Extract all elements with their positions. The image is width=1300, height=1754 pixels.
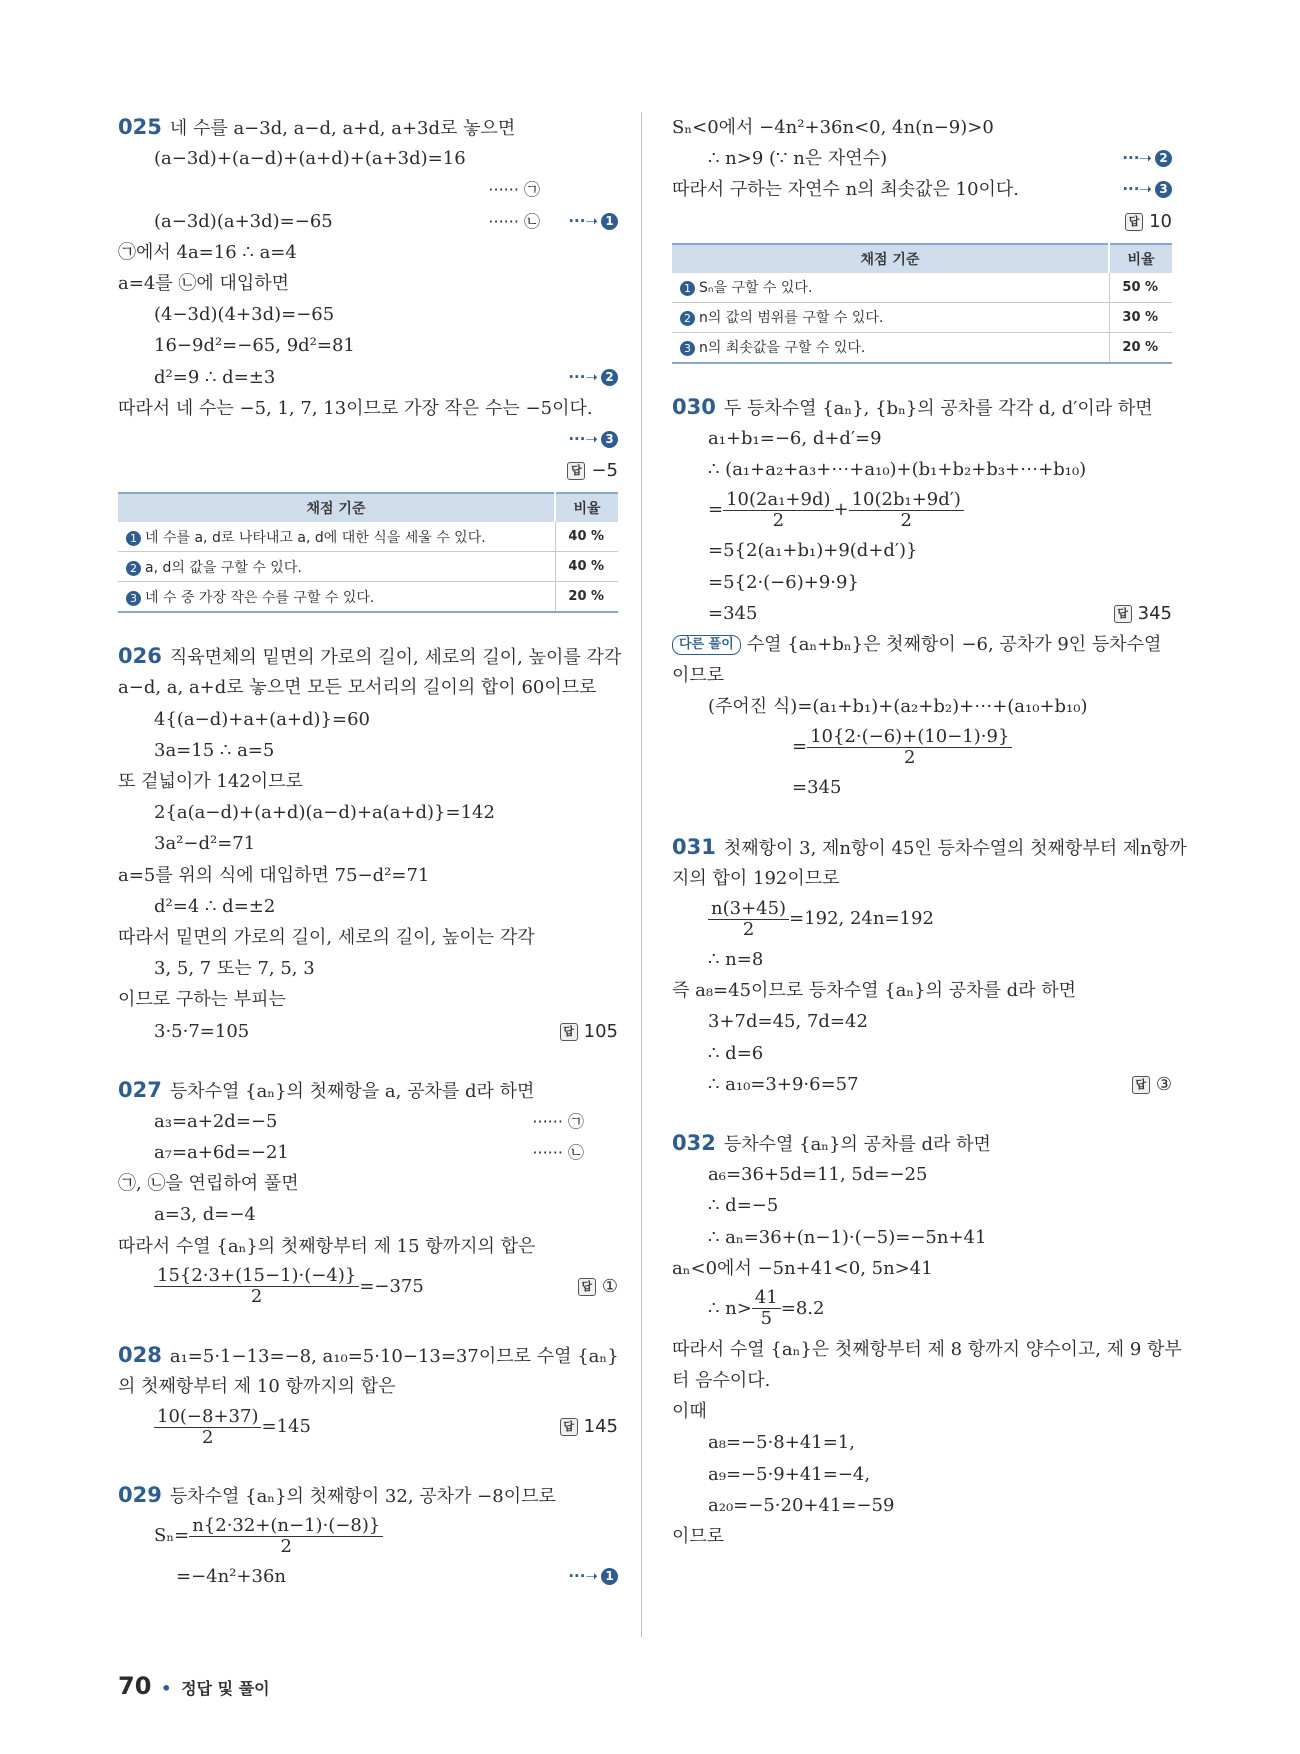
fraction-equation: ∴ n> $\frac{41}{5}$ =8.2: [708, 1287, 825, 1330]
fraction: $\frac{n(3+45)}{2}$: [708, 899, 789, 940]
problem-number: 026: [118, 644, 162, 669]
answer-icon: 답: [578, 1278, 596, 1296]
alt-solution-line: 다른 풀이 수열 {aₙ+bₙ}은 첫째항이 −6, 공차가 9인 등차수열: [672, 629, 1172, 660]
text-line: 또 겉넓이가 142이므로: [118, 771, 303, 792]
answer-icon: 답: [1132, 1076, 1150, 1094]
answer: 답 345: [1114, 598, 1172, 629]
equation: a₈=−5·8+41=1,: [708, 1432, 855, 1454]
equation: a₇=a+6d=−21 ······ ㉡: [154, 1142, 584, 1164]
equation: 4{(a−d)+a+(a+d)}=60: [154, 708, 370, 730]
step-1-marker: ···➝ 1: [568, 206, 618, 237]
equation: 3a²−d²=71: [154, 833, 256, 855]
table-row: 2 a, d의 값을 구할 수 있다. 40 %: [118, 552, 618, 582]
equation: 3·5·7=105 답 105: [118, 1016, 618, 1047]
fraction: $\frac{41}{5}$: [752, 1288, 781, 1329]
answer-row: [118, 455, 618, 486]
problem-032-line1: 032 등차수열 {aₙ}의 공차를 d라 하면: [672, 1130, 991, 1155]
text-line: 터 음수이다.: [672, 1370, 771, 1392]
answer-icon: 답: [1114, 605, 1132, 623]
equation-marker: ······ ㉠: [488, 180, 540, 200]
answer: 답 ①: [578, 1262, 618, 1312]
step-3-marker: ···➝ 3: [1122, 174, 1172, 205]
equation: d²=4 ∴ d=±2: [154, 895, 276, 917]
equation: ∴ d=6: [708, 1042, 764, 1064]
problem-number: 030: [672, 394, 716, 419]
equation: a₃=a+2d=−5 ······ ㉠: [154, 1110, 584, 1132]
fraction-equation: = $\frac{10\{2\cdot(-6)+(10-1)\cdot 9\}}{2}$: [672, 722, 1172, 772]
fraction-equation: $\frac{n(3+45)}{2}$ =192, 24n=192: [672, 894, 1172, 944]
equation: =−4n²+36n ···➝ 1: [118, 1561, 618, 1592]
alt-solution-tag: 다른 풀이: [672, 635, 741, 655]
equation: a₆=36+5d=11, 5d=−25: [708, 1164, 928, 1186]
fraction: $\frac{\text{10(2a₁+9d)}}{2}$: [723, 490, 833, 531]
equation: ∴ d=−5: [708, 1195, 779, 1217]
equation: ∴ (a₁+a₂+a₃+⋯+a₁₀)+(b₁+b₂+b₃+⋯+b₁₀): [708, 459, 1087, 481]
text-line: 지의 합이 192이므로: [672, 867, 840, 889]
answer-icon: 답: [567, 462, 585, 480]
equation: d²=9 ∴ d=±3 ···➝ 2: [118, 362, 618, 393]
table-row: 3 n의 최솟값을 구할 수 있다. 20 %: [672, 332, 1172, 363]
equation: a=3, d=−4: [154, 1204, 256, 1226]
problem-number: 031: [672, 834, 716, 859]
answer-icon: 답: [560, 1023, 578, 1041]
text-line: aₙ<0에서 −5n+41<0, 5n>41: [672, 1257, 933, 1279]
problem-number: 027: [118, 1077, 162, 1102]
answer: 답 −5: [567, 455, 618, 486]
text-line: 따라서 수열 {aₙ}의 첫째항부터 제 15 항까지의 합은: [118, 1235, 536, 1257]
text-line: ㉠에서 4a=16 ∴ a=4: [118, 241, 297, 263]
left-column: [118, 112, 622, 1593]
column-divider: [641, 112, 642, 1637]
fraction: $\frac{10(-8+37)}{2}$: [154, 1407, 261, 1448]
step-2-marker: ···➝ 2: [1122, 143, 1172, 174]
problem-026-line1: 026 직육면체의 밑면의 가로의 길이, 세로의 길이, 높이를 각각: [118, 644, 622, 669]
text-line: 따라서 네 수는 −5, 1, 7, 13이므로 가장 작은 수는 −5이다.: [118, 397, 593, 419]
page-footer: [118, 1672, 270, 1700]
equation: =345: [792, 777, 842, 799]
text-line: 이때: [672, 1401, 707, 1423]
equation: ∴ a₁₀=3+9·6=57 답 ③: [672, 1069, 1172, 1100]
equation: =345 답 345: [672, 598, 1172, 629]
answer: 답 ③: [1132, 1069, 1172, 1100]
equation: ∴ aₙ=36+(n−1)·(−5)=−5n+41: [708, 1226, 987, 1248]
equation: 16−9d²=−65, 9d²=81: [154, 335, 355, 357]
equation: a₂₀=−5·20+41=−59: [708, 1494, 895, 1516]
text-line: ㉠, ㉡을 연립하여 풀면: [118, 1173, 299, 1195]
footer-title: 정답 및 풀이: [181, 1679, 270, 1698]
answer: 답 145: [560, 1402, 618, 1452]
problem-029-line1: 029 등차수열 {aₙ}의 첫째항이 32, 공차가 −8이므로: [118, 1483, 556, 1508]
text-line: 이므로: [672, 665, 725, 687]
equation: (주어진 식)=(a₁+b₁)+(a₂+b₂)+⋯+(a₁₀+b₁₀): [708, 696, 1088, 718]
fraction: $\frac{10\{2\cdot(-6)+(10-1)\cdot 9\}}{2}$: [807, 727, 1012, 768]
table-row: 3 네 수 중 가장 작은 수를 구할 수 있다. 20 %: [118, 582, 618, 613]
equation: a₉=−5·9+41=−4,: [708, 1463, 871, 1485]
text-line: a=5를 위의 식에 대입하면 75−d²=71: [118, 864, 430, 886]
table-row: 1 Sₙ을 구할 수 있다. 50 %: [672, 273, 1172, 303]
problem-027-line1: 027 등차수열 {aₙ}의 첫째항을 a, 공차를 d라 하면: [118, 1077, 535, 1102]
problem-number: 029: [118, 1483, 162, 1508]
equation: ∴ n>9 (∵ n은 자연수) ···➝ 2: [672, 143, 1172, 174]
scoring-table-025: 채점 기준 비율 1 네 수를 a, d로 나타내고 a, d에 대한 식을 세울 수 있다. 40 % 2 a, d의 값을 구할 수 있다. 40 % 3 네 수 중 가장 작은 수를 구할 수 있다. 20 %: [118, 492, 618, 613]
fraction-equation: $\frac{15\{2\cdot 3+(15-1)\cdot(-4)\}}{2}$ =−375 답 ①: [118, 1262, 618, 1312]
problem-number: 025: [118, 115, 162, 139]
problem-number: 032: [672, 1130, 716, 1155]
right-column: [672, 112, 1187, 1552]
equation: ∴ n=8: [708, 949, 764, 970]
fraction: $\frac{15\{2\cdot 3+(15-1)\cdot(-4)\}}{2}$: [154, 1266, 359, 1307]
fraction: $\frac{\text{10(2b₁+9d′)}}{2}$: [849, 490, 964, 531]
equation: 3+7d=45, 7d=42: [708, 1011, 868, 1033]
problem-025-line1: 025 네 수를 a−3d, a−d, a+d, a+3d로 놓으면: [118, 115, 516, 139]
step-1-marker: ···➝ 1: [568, 1561, 618, 1592]
problem-031-line1: 031 첫째항이 3, 제n항이 45인 등차수열의 첫째항부터 제n항까: [672, 834, 1187, 859]
scoring-table-029: 채점 기준 비율 1 Sₙ을 구할 수 있다. 50 % 2 n의 값의 범위를 구할 수 있다. 30 % 3 n의 최솟값을 구할 수 있다. 20 %: [672, 243, 1172, 364]
problem-number: 028: [118, 1342, 162, 1367]
page-number: 70: [118, 1672, 152, 1700]
equation: (4−3d)(4+3d)=−65: [154, 304, 335, 326]
answer-icon: 답: [1125, 213, 1143, 231]
table-row: 1 네 수를 a, d로 나타내고 a, d에 대한 식을 세울 수 있다. 40 %: [118, 522, 618, 552]
text-line: 따라서 수열 {aₙ}은 첫째항부터 제 8 항까지 양수이고, 제 9 항부: [672, 1338, 1182, 1360]
text-line: 의 첫째항부터 제 10 항까지의 합은: [118, 1376, 396, 1397]
text-line: 따라서 밑면의 가로의 길이, 세로의 길이, 높이는 각각: [118, 926, 535, 948]
equation: 2{a(a−d)+(a+d)(a−d)+a(a+d)}=142: [154, 802, 495, 824]
equation: a₁+b₁=−6, d+d′=9: [708, 427, 882, 449]
text-line: a=4를 ㉡에 대입하면: [118, 272, 290, 294]
text-line: 이므로 구하는 부피는: [118, 989, 286, 1011]
answer-icon: 답: [560, 1418, 578, 1436]
fraction-equation: $\frac{10(-8+37)}{2}$ =145 답 145: [118, 1402, 618, 1452]
text-line: 이므로: [672, 1526, 725, 1547]
problem-028-line1: 028 a₁=5·1−13=−8, a₁₀=5·10−13=37이므로 수열 {aₙ}: [118, 1342, 619, 1367]
answer-row: [672, 206, 1172, 237]
equation: (a−3d)(a+3d)=−65 ······ ㉡ ···➝ 1: [118, 206, 618, 237]
fraction-equation: = $\frac{\text{10(2a₁+9d)}}{2}$ + $\frac{\text{10(2b₁+9d′)}}{2}$: [672, 485, 1172, 535]
text-line: 즉 a₈=45이므로 등차수열 {aₙ}의 공차를 d라 하면: [672, 980, 1077, 1002]
step-3-row: [118, 424, 618, 455]
table-row: 2 n의 값의 범위를 구할 수 있다. 30 %: [672, 302, 1172, 332]
problem-030-line1: 030 두 등차수열 {aₙ}, {bₙ}의 공차를 각각 d, d′이라 하면: [672, 394, 1153, 419]
equation: 3, 5, 7 또는 7, 5, 3: [154, 958, 315, 980]
text-line: 따라서 구하는 자연수 n의 최솟값은 10이다. ···➝ 3: [672, 174, 1172, 205]
equation: =5{2·(−6)+9·9}: [708, 571, 859, 593]
text-line: a−d, a, a+d로 놓으면 모든 모서리의 길이의 합이 60이므로: [118, 677, 597, 699]
answer: 답 105: [560, 1016, 618, 1047]
fraction: $\frac{n\{2\cdot 32+(n-1)\cdot(-8)\}}{2}$: [189, 1516, 383, 1557]
equation: (a−3d)+(a−d)+(a+d)+(a+3d)=16: [154, 148, 466, 170]
equation: 3a=15 ∴ a=5: [154, 739, 275, 761]
fraction-equation: Sₙ= $\frac{n\{2\cdot 32+(n-1)\cdot(-8)\}}{2}$: [118, 1511, 618, 1561]
footer-separator: •: [161, 1679, 172, 1698]
step-3-marker: ···➝ 3: [568, 424, 618, 455]
step-2-marker: ···➝ 2: [568, 362, 618, 393]
equation: =5{2(a₁+b₁)+9(d+d′)}: [708, 540, 918, 562]
answer: 답 10: [1125, 206, 1172, 237]
text-line: Sₙ<0에서 −4n²+36n<0, 4n(n−9)>0: [672, 117, 994, 138]
